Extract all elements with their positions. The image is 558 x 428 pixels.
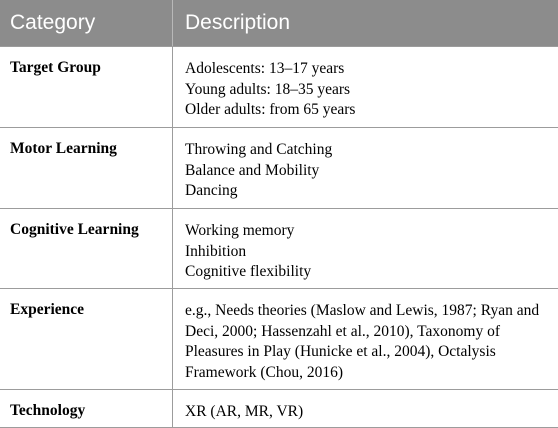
table-row xyxy=(0,127,558,208)
description-line: Young adults: 18–35 years xyxy=(185,80,351,98)
description-line: Deci, 2000; Hassenzahl et al., 2010), Taxonomy of xyxy=(185,322,501,340)
row-description xyxy=(172,390,558,427)
description-line: e.g., Needs theories (Maslow and Lewis, 1987; Ryan and xyxy=(185,302,540,319)
table-row xyxy=(0,389,558,427)
description-line: XR (AR, MR, VR) xyxy=(185,403,304,420)
row-category: Cognitive Learning xyxy=(10,221,139,238)
row-description xyxy=(172,47,558,127)
table-row xyxy=(0,208,558,288)
description-line: Balance and Mobility xyxy=(185,161,320,179)
description-line: Pleasures in Play (Hunicke et al., 2004), Octalysis xyxy=(185,343,496,360)
description-line: Adolescents: 13–17 years xyxy=(185,60,345,77)
row-description xyxy=(172,289,558,389)
table-row xyxy=(0,288,558,389)
header-category: Category xyxy=(10,11,96,34)
description-line: Older adults: from 65 years xyxy=(185,101,356,118)
description-line: Throwing and Catching xyxy=(185,141,333,158)
description-line: Cognitive flexibility xyxy=(185,263,312,280)
description-line: Inhibition xyxy=(185,242,247,260)
header-description: Description xyxy=(172,0,558,46)
description-line: Working memory xyxy=(185,222,295,239)
row-category: Experience xyxy=(10,301,85,318)
row-category: Motor Learning xyxy=(10,140,117,157)
description-line: Framework (Chou, 2016) xyxy=(185,363,343,381)
description-line: Dancing xyxy=(185,182,238,199)
row-category: Target Group xyxy=(10,59,101,76)
row-description xyxy=(172,209,558,288)
row-category: Technology xyxy=(10,402,86,419)
row-description xyxy=(172,128,558,208)
table-header xyxy=(0,0,558,46)
table-row xyxy=(0,46,558,127)
